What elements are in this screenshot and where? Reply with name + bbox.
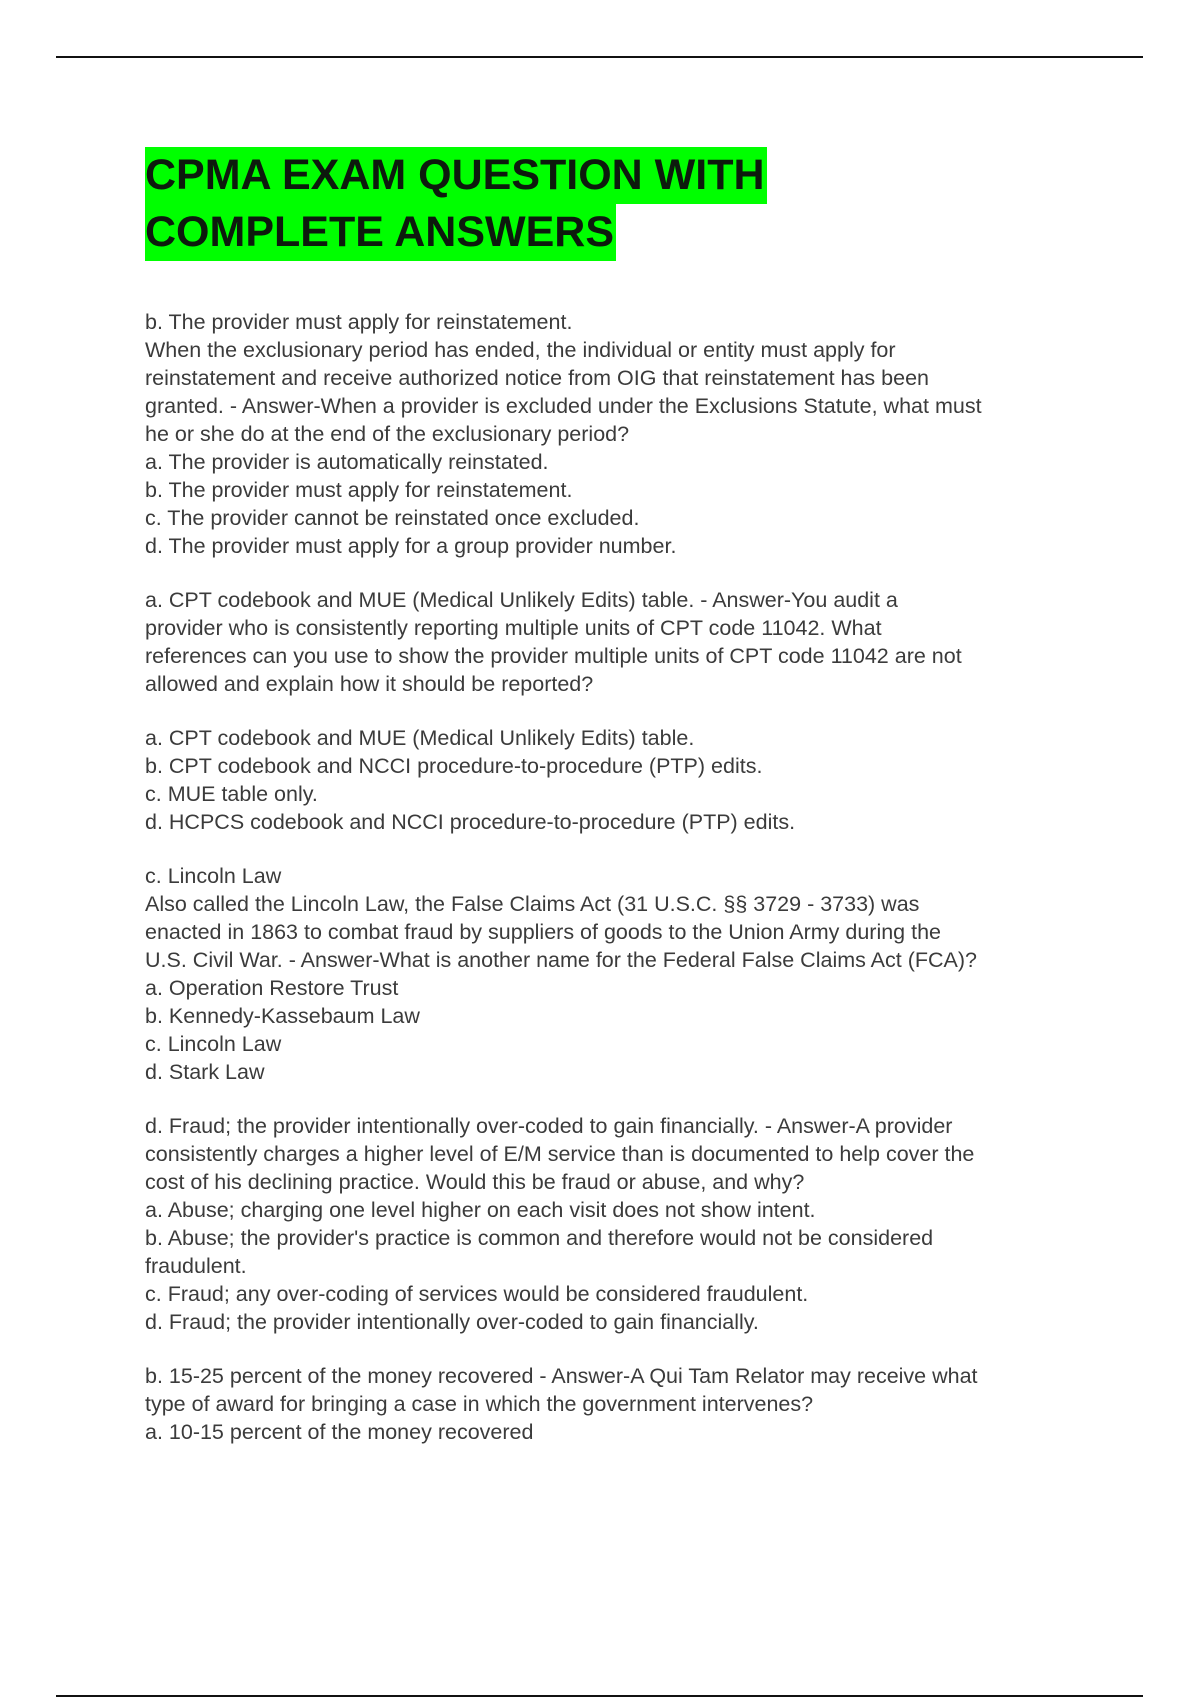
text-line: Also called the Lincoln Law, the False Claims Act (31 U.S.C. §§ 3729 - 3733) was <box>145 892 920 916</box>
text-line: type of award for bringing a case in which the government intervenes? <box>145 1392 814 1416</box>
text-line: d. Fraud; the provider intentionally over-coded to gain financially. - Answer-A provider <box>145 1114 953 1138</box>
qa-block <box>145 862 1090 1086</box>
text-line: granted. - Answer-When a provider is excluded under the Exclusions Statute, what must <box>145 394 982 418</box>
text-line: a. 10-15 percent of the money recovered <box>145 1420 534 1444</box>
document-body <box>145 308 1090 1472</box>
text-line: allowed and explain how it should be reported? <box>145 672 594 696</box>
text-line: b. Abuse; the provider's practice is common and therefore would not be considered <box>145 1226 934 1250</box>
qa-block <box>145 724 1090 836</box>
text-line: a. Operation Restore Trust <box>145 976 399 1000</box>
qa-block <box>145 1362 1090 1446</box>
text-line: references can you use to show the provider multiple units of CPT code 11042 are not <box>145 644 962 668</box>
text-line: c. The provider cannot be reinstated once excluded. <box>145 506 640 530</box>
text-line: c. Lincoln Law <box>145 864 282 888</box>
text-line: d. The provider must apply for a group provider number. <box>145 534 677 558</box>
text-line: U.S. Civil War. - Answer-What is another name for the Federal False Claims Act (FCA)? <box>145 948 977 972</box>
document-title-line-1: CPMA EXAM QUESTION WITH <box>145 147 767 204</box>
text-line: b. 15-25 percent of the money recovered - Answer-A Qui Tam Relator may receive what <box>145 1364 978 1388</box>
text-line: c. Lincoln Law <box>145 1032 282 1056</box>
text-line: a. CPT codebook and MUE (Medical Unlikely Edits) table. - Answer-You audit a <box>145 588 898 612</box>
text-line: b. The provider must apply for reinstatement. <box>145 310 573 334</box>
text-line: d. HCPCS codebook and NCCI procedure-to-procedure (PTP) edits. <box>145 810 796 834</box>
qa-block <box>145 586 1090 698</box>
text-line: b. Kennedy-Kassebaum Law <box>145 1004 420 1028</box>
text-line: b. CPT codebook and NCCI procedure-to-procedure (PTP) edits. <box>145 754 763 778</box>
text-line: provider who is consistently reporting multiple units of CPT code 11042. What <box>145 616 882 640</box>
qa-block <box>145 1112 1090 1336</box>
text-line: reinstatement and receive authorized notice from OIG that reinstatement has been <box>145 366 929 390</box>
qa-block <box>145 308 1090 560</box>
text-line: enacted in 1863 to combat fraud by suppliers of goods to the Union Army during the <box>145 920 941 944</box>
text-line: a. Abuse; charging one level higher on each visit does not show intent. <box>145 1198 816 1222</box>
text-line: d. Fraud; the provider intentionally over-coded to gain financially. <box>145 1310 759 1334</box>
text-line: c. Fraud; any over-coding of services would be considered fraudulent. <box>145 1282 809 1306</box>
text-line: d. Stark Law <box>145 1060 265 1084</box>
text-line: b. The provider must apply for reinstatement. <box>145 478 573 502</box>
document-title-line-2: COMPLETE ANSWERS <box>145 204 616 261</box>
bottom-divider <box>56 1695 1143 1697</box>
text-line: When the exclusionary period has ended, the individual or entity must apply for <box>145 338 896 362</box>
text-line: he or she do at the end of the exclusionary period? <box>145 422 630 446</box>
text-line: a. CPT codebook and MUE (Medical Unlikely Edits) table. <box>145 726 695 750</box>
text-line: c. MUE table only. <box>145 782 318 806</box>
text-line: cost of his declining practice. Would this be fraud or abuse, and why? <box>145 1170 805 1194</box>
text-line: fraudulent. <box>145 1254 247 1278</box>
document-title <box>145 147 767 261</box>
text-line: consistently charges a higher level of E/M service than is documented to help cover the <box>145 1142 975 1166</box>
top-divider <box>56 56 1143 58</box>
text-line: a. The provider is automatically reinstated. <box>145 450 549 474</box>
